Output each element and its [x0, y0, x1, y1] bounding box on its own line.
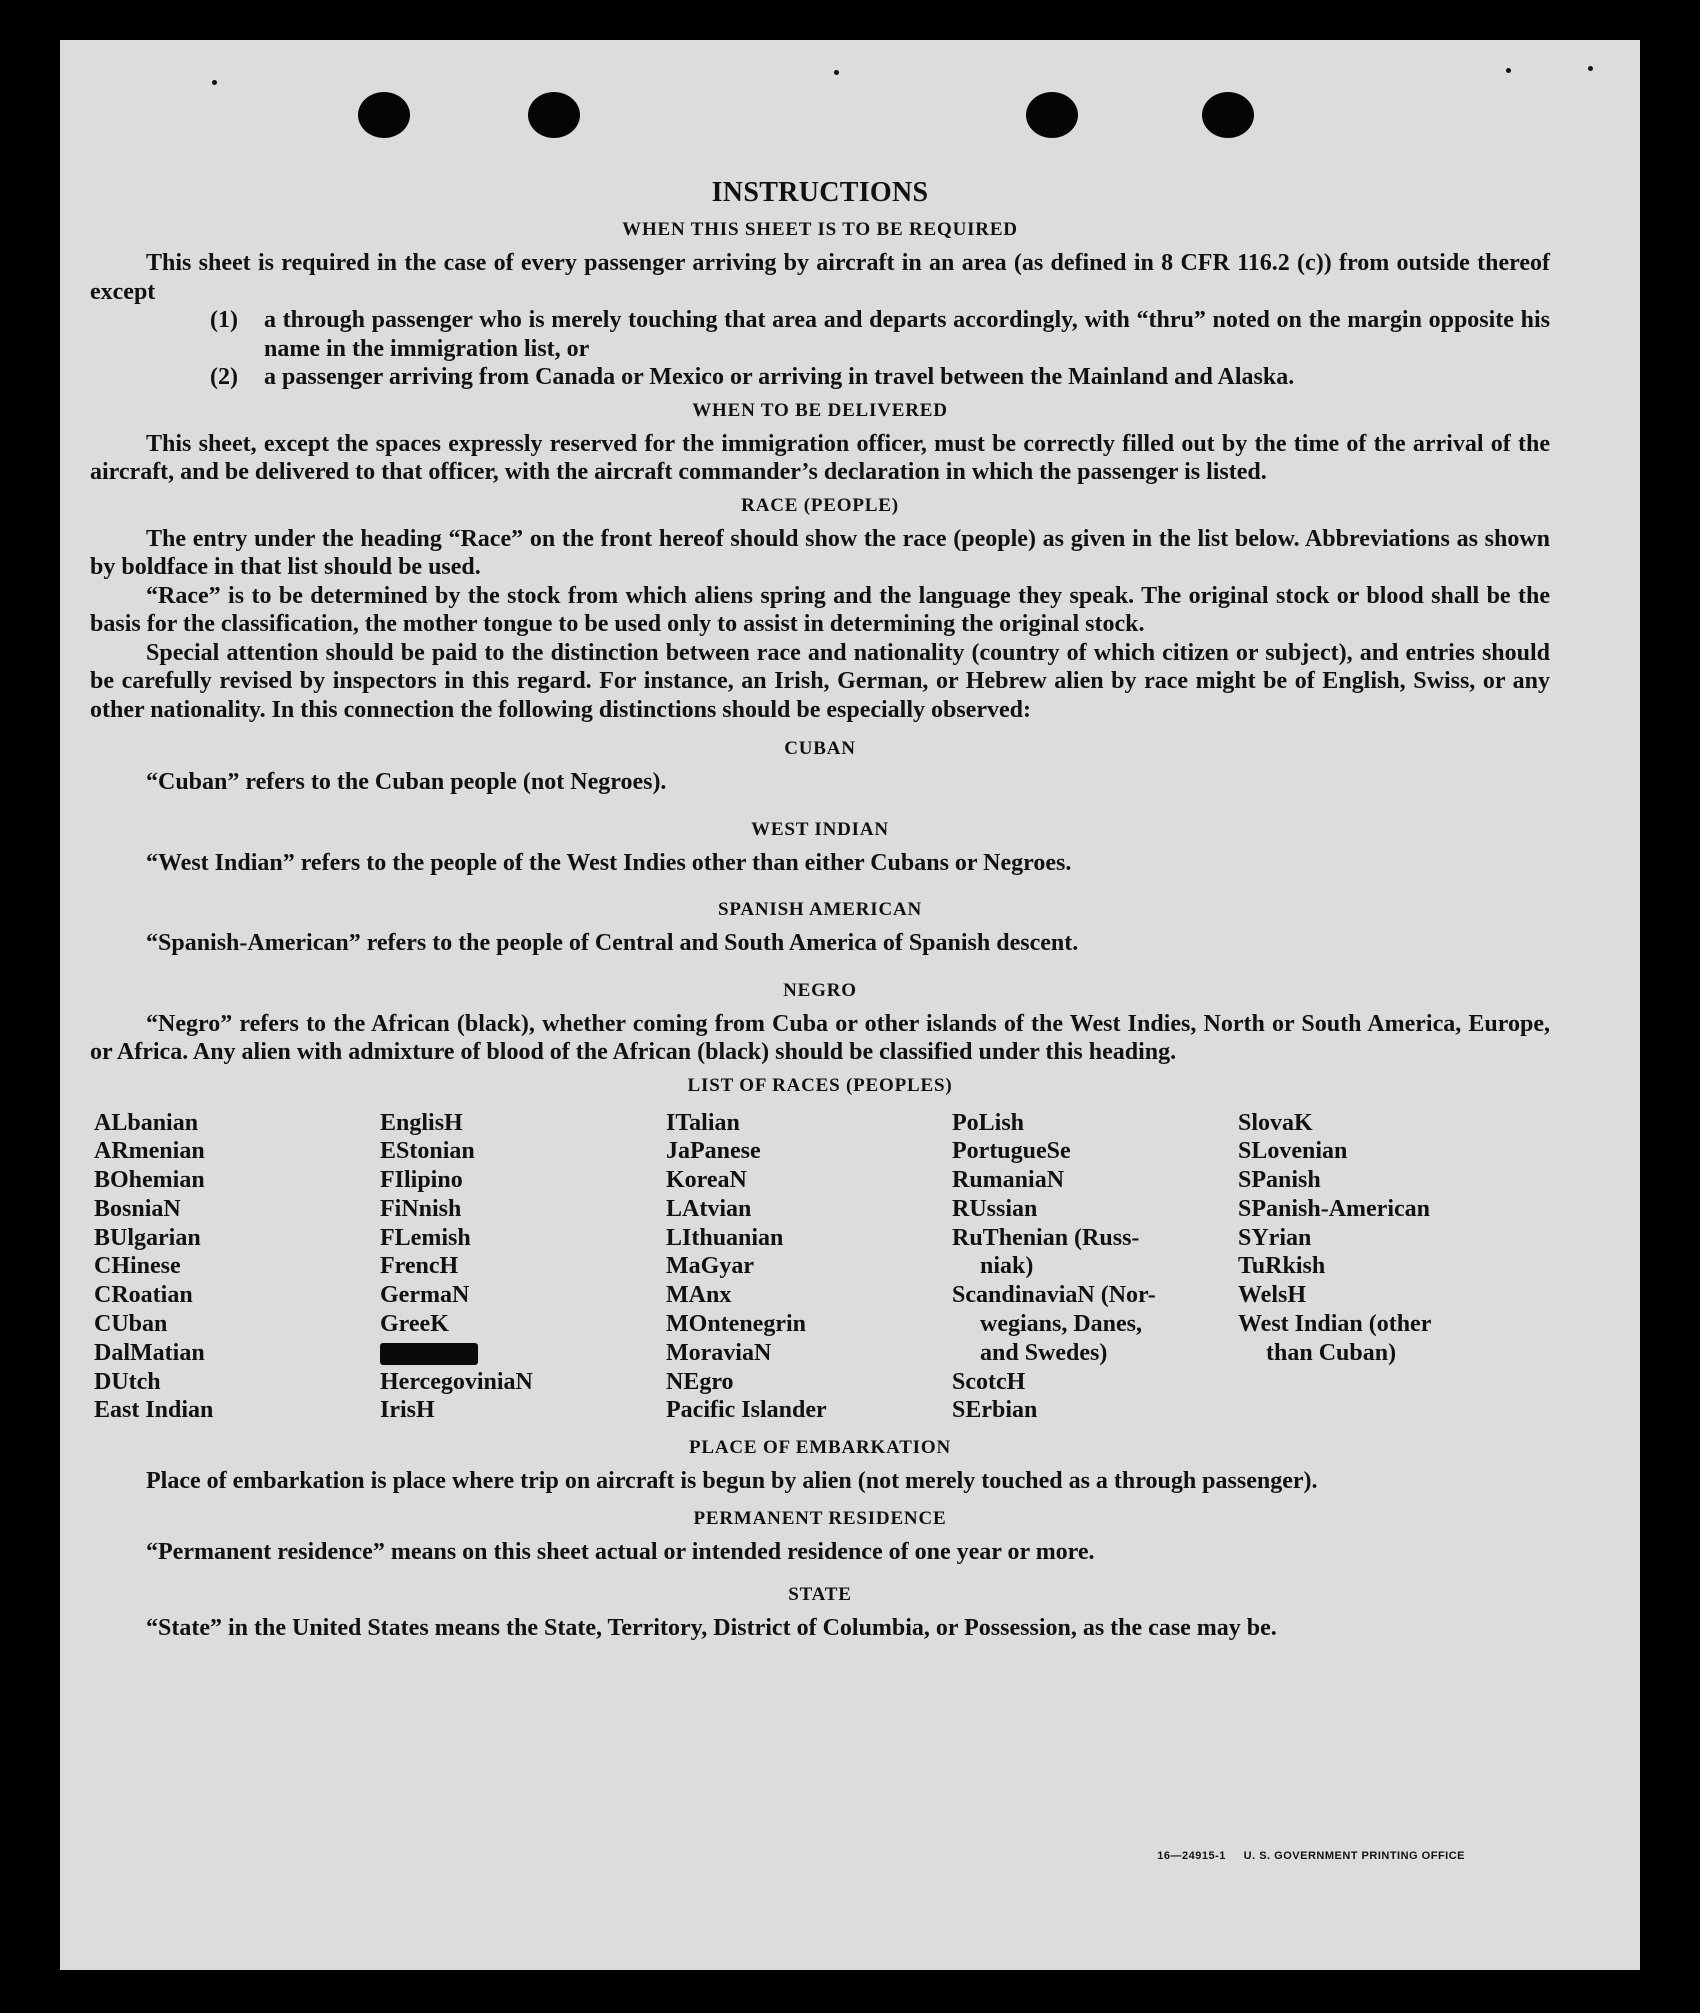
exception-number: (1): [210, 307, 238, 333]
race-entry: IrisH: [380, 1397, 435, 1424]
scan-speck: [1588, 66, 1593, 71]
punch-hole: [358, 92, 410, 138]
race-entry: KoreaN: [666, 1167, 747, 1194]
redacted-entry: [380, 1339, 666, 1368]
race-entry: and Swedes): [980, 1339, 1108, 1366]
section-heading-negro: NEGRO: [783, 979, 857, 1001]
race-entry: BosniaN: [94, 1195, 181, 1222]
race-paragraph: The entry under the heading “Race” on the front hereof should show the race (people) as given in the list below. Abbreviations as shown by boldface in that list should be used.: [90, 525, 1550, 580]
exception-number: (2): [210, 364, 238, 390]
print-footer: [1157, 1850, 1465, 1862]
race-entry: RUssian: [952, 1195, 1038, 1222]
instructions-body: [90, 175, 1550, 1643]
scan-speck: [212, 80, 217, 85]
state-text: “State” in the United States means the State, Territory, District of Columbia, or Possession, as the case may be.: [146, 1615, 1277, 1642]
residence-text: “Permanent residence” means on this sheet actual or intended residence of one year or more.: [146, 1538, 1095, 1565]
race-column: [94, 1109, 380, 1426]
race-entry: EStonian: [380, 1138, 475, 1165]
race-column: [1238, 1109, 1524, 1426]
cuban-text: “Cuban” refers to the Cuban people (not Negroes).: [146, 769, 667, 795]
punch-hole: [528, 92, 580, 138]
race-entry: MaGyar: [666, 1253, 754, 1280]
race-entry: ALbanian: [94, 1109, 199, 1136]
section-heading-residence: PERMANENT RESIDENCE: [693, 1507, 947, 1529]
race-column: [380, 1109, 666, 1426]
race-entry: RuThenian (Russ-: [952, 1224, 1140, 1251]
race-entry: FLemish: [380, 1224, 471, 1251]
form-number: 16—24915-1: [1157, 1850, 1226, 1862]
required-intro: This sheet is required in the case of every passenger arriving by aircraft in an area (as defined in 8 CFR 116.2 (c)) from outside thereof except: [90, 250, 1550, 305]
race-entry: ScotcH: [952, 1368, 1026, 1395]
race-entry: SlovaK: [1238, 1109, 1313, 1136]
race-entry: Pacific Islander: [666, 1397, 827, 1424]
race-entry: EnglisH: [380, 1109, 463, 1136]
embarkation-text: Place of embarkation is place where trip on aircraft is begun by alien (not merely touched as a through passenger).: [146, 1468, 1318, 1495]
punch-hole: [1202, 92, 1254, 138]
race-entry: ScandinaviaN (Nor-: [952, 1282, 1156, 1309]
race-entry: wegians, Danes,: [980, 1311, 1143, 1338]
west-indian-text: “West Indian” refers to the people of the West Indies other than either Cubans or Negroes.: [146, 849, 1072, 876]
race-entry: FiNnish: [380, 1195, 462, 1222]
race-entry: SLovenian: [1238, 1138, 1348, 1165]
race-entry: PortugueSe: [952, 1138, 1071, 1165]
race-entry: BUlgarian: [94, 1224, 201, 1251]
race-entry: GermaN: [380, 1282, 470, 1309]
race-entry: SErbian: [952, 1397, 1038, 1424]
race-entry: niak): [980, 1253, 1034, 1280]
race-entry: MOntenegrin: [666, 1311, 806, 1338]
section-heading-embarkation: PLACE OF EMBARKATION: [689, 1437, 951, 1459]
race-list: [90, 1109, 1550, 1426]
race-entry: LAtvian: [666, 1195, 752, 1222]
race-entry: DUtch: [94, 1368, 161, 1395]
printer-imprint: U. S. GOVERNMENT PRINTING OFFICE: [1243, 1850, 1465, 1862]
race-column: [666, 1109, 952, 1426]
race-entry: CRoatian: [94, 1282, 193, 1309]
race-entry: LIthuanian: [666, 1224, 784, 1251]
negro-text: “Negro” refers to the African (black), whether coming from Cuba or other islands of the West Indies, North or South America, Europe, or Africa. Any alien with admixture of blood of the African (black) should be classified under this heading.: [90, 1010, 1550, 1065]
punch-hole: [1026, 92, 1078, 138]
race-paragraph: Special attention should be paid to the distinction between race and nationality (country of which citizen or subject), and entries should be carefully revised by inspectors in this regard. For instance, an Irish, German, or Hebrew alien by race might be of English, Swiss, or any other nationality. In this connection the following distinctions should be especially observed:: [90, 639, 1550, 723]
race-entry: SPanish-American: [1238, 1195, 1430, 1222]
race-entry: SPanish: [1238, 1167, 1321, 1194]
race-entry: PoLish: [952, 1109, 1025, 1136]
section-heading-spanish-american: SPANISH AMERICAN: [717, 899, 923, 920]
race-entry: GreeK: [380, 1311, 449, 1338]
scan-speck: [1506, 68, 1511, 73]
scan-speck: [834, 70, 839, 75]
race-entry: CHinese: [94, 1253, 181, 1280]
race-entry: West Indian (other: [1238, 1311, 1432, 1338]
section-heading-required: WHEN THIS SHEET IS TO BE REQUIRED: [622, 219, 1018, 240]
race-entry: SYrian: [1238, 1224, 1312, 1251]
spanish-american-text: “Spanish-American” refers to the people of Central and South America of Spanish descent.: [146, 930, 1079, 956]
race-entry: FrencH: [380, 1253, 459, 1280]
race-entry: RumaniaN: [952, 1167, 1065, 1194]
race-entry: TuRkish: [1238, 1253, 1326, 1280]
section-heading-list-of-races: LIST OF RACES (PEOPLES): [687, 1074, 953, 1096]
section-heading-race: RACE (PEOPLE): [741, 494, 899, 516]
race-entry: WelsH: [1238, 1282, 1307, 1309]
race-entry: MoraviaN: [666, 1339, 772, 1366]
delivered-text: This sheet, except the spaces expressly reserved for the immigration officer, must be correctly filled out by the time of the arrival of the aircraft, and be delivered to that officer, with the aircraft commander’s declaration in which the passenger is listed.: [90, 430, 1550, 485]
section-heading-delivered: WHEN TO BE DELIVERED: [692, 399, 948, 421]
exception-text: a through passenger who is merely touching that area and departs accordingly, with “thru” noted on the margin opposite his name in the immigration list, or: [264, 307, 1550, 362]
section-heading-west-indian: WEST INDIAN: [751, 818, 889, 840]
race-entry: DalMatian: [94, 1339, 205, 1366]
race-entry: ARmenian: [94, 1138, 205, 1165]
race-entry: East Indian: [94, 1397, 214, 1424]
race-entry: ITalian: [666, 1109, 740, 1136]
exception-text: a passenger arriving from Canada or Mexico or arriving in travel between the Mainland and Alaska.: [264, 364, 1295, 390]
race-entry: MAnx: [666, 1282, 732, 1309]
exception-item: [90, 306, 1550, 363]
race-entry: BOhemian: [94, 1167, 205, 1194]
race-entry: HercegoviniaN: [380, 1368, 533, 1395]
race-entry: FIlipino: [380, 1167, 463, 1194]
section-heading-cuban: CUBAN: [784, 738, 856, 759]
race-entry: NEgro: [666, 1368, 734, 1395]
redaction-mark: [380, 1343, 478, 1365]
section-heading-state: STATE: [788, 1584, 852, 1606]
race-entry: than Cuban): [1266, 1339, 1397, 1366]
race-paragraph: “Race” is to be determined by the stock from which aliens spring and the language they speak. The original stock or blood shall be the basis for the classification, the mother tongue to be used only to assist in determining the original stock.: [90, 582, 1550, 637]
race-column: [952, 1109, 1238, 1426]
exception-item: [90, 363, 1550, 392]
race-entry: CUban: [94, 1311, 168, 1338]
page-title: INSTRUCTIONS: [711, 177, 929, 208]
race-entry: JaPanese: [666, 1138, 761, 1165]
document-page: [60, 40, 1640, 1970]
